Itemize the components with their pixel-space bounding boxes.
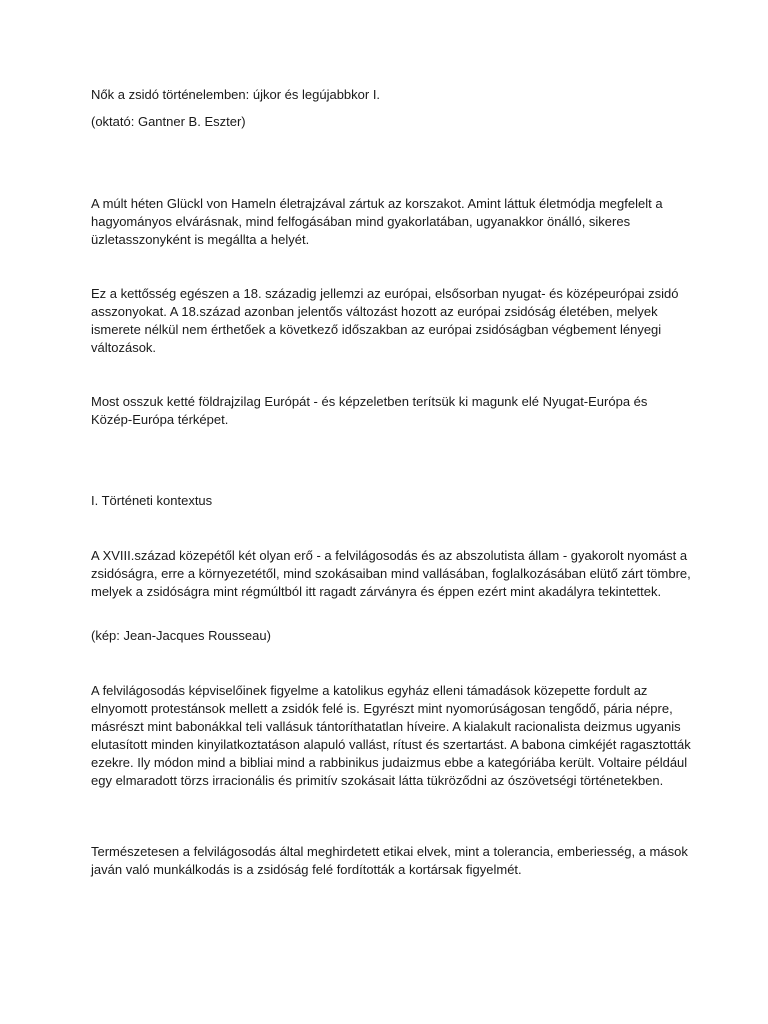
- section-heading: I. Történeti kontextus: [91, 493, 213, 508]
- paragraph-5: A felvilágosodás képviselőinek figyelme a katolikus egyház elleni támadások közepette fordult az elnyomott protestánsok mellett a zsidók felé is. Egyrészt mint nyomorúságosan tengődő, pária népre, másrészt mint babonákkal teli vallásuk tántoríthatatlan híveire. A kialakult racionalista deizmus ugyanis elutasított minden kinyilatkoztatáson alapuló vallást, rítust és szertartást. A babona cimkéjét ragasztották ezekre. Ily módon mind a bibliai mind a rabbinikus judaizmus ebbe a kategóriába került. Voltaire például egy elmaradott törzs irracionális és primitív szokásait látta tükröződni az ószövetségi történetekben.: [91, 683, 691, 788]
- paragraph-3: Most osszuk ketté földrajzilag Európát - és képzeletben terítsük ki magunk elé Nyugat-Európa és Közép-Európa térképet.: [91, 394, 648, 427]
- paragraph-4: A XVIII.század közepétől két olyan erő - a felvilágosodás és az abszolutista állam - gyakorolt nyomást a zsidóságra, erre a környezetétől, mind szokásaiban mind vallásában, foglalkozásában elütő zárt tömbre, melyek a zsidóságra mint régmúltból itt ragadt zárványra és éppen ezért mint akadályra tekintettek.: [91, 548, 691, 599]
- paragraph-2: Ez a kettősség egészen a 18. századig jellemzi az európai, elsősorban nyugat- és középeurópai zsidó asszonyokat. A 18.század azonban jelentős változást hozott az európai zsidóság életében, melyek ismerete nélkül nem érthetőek a következő időszakban az európai zsidóságban végbement lényegi változások.: [91, 286, 679, 355]
- paragraph-1: A múlt héten Glückl von Hameln életrajzával zártuk az korszakot. Amint láttuk életmódja megfelelt a hagyományos elvárásnak, mind felfogásában mind gyakorlatában, ugyanakkor önálló, sikeres üzletasszonyként is megállta a helyét.: [91, 196, 663, 247]
- image-caption: (kép: Jean-Jacques Rousseau): [91, 628, 271, 643]
- lecturer-line: (oktató: Gantner B. Eszter): [91, 114, 246, 129]
- paragraph-6: Természetesen a felvilágosodás által meghirdetett etikai elvek, mint a tolerancia, emberiesség, a mások javán való munkálkodás is a zsidóság felé fordították a kortársak figyelmét.: [91, 844, 688, 877]
- document-title: Nők a zsidó történelemben: újkor és legújabbkor I.: [91, 87, 381, 102]
